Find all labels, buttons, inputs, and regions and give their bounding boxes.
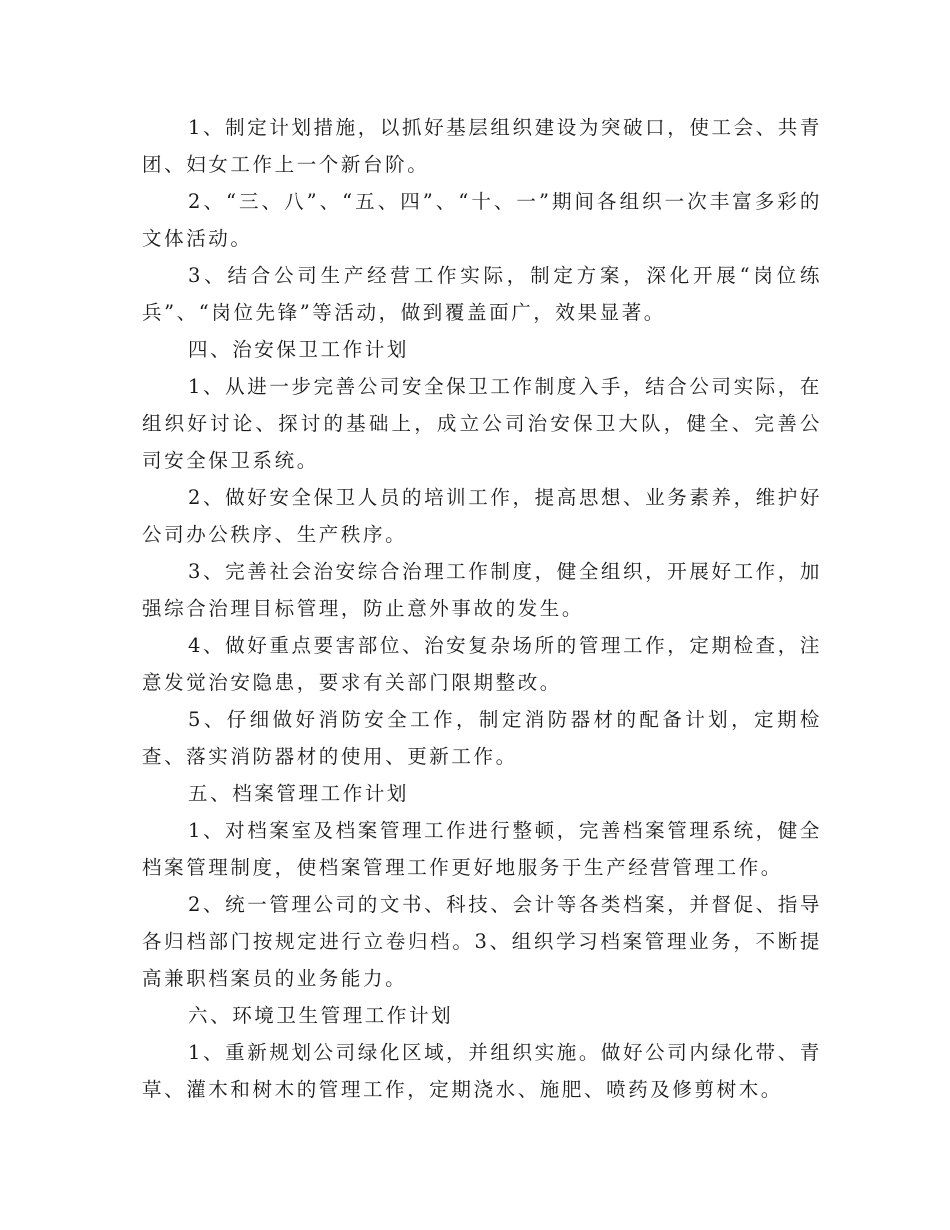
paragraph-7: 3、完善社会治安综合治理工作制度，健全组织，开展好工作，加强综合治理目标管理，防止意外事故的发生。 bbox=[142, 560, 822, 620]
paragraph-9: 5、仔细做好消防安全工作，制定消防器材的配备计划，定期检查、落实消防器材的使用、更新工作。 bbox=[142, 708, 822, 768]
paragraph-11: 1、对档案室及档案管理工作进行整顿，完善档案管理系统，健全档案管理制度，使档案管理工作更好地服务于生产经营管理工作。 bbox=[142, 819, 822, 879]
section-heading-environment: 六、环境卫生管理工作计划 bbox=[188, 1004, 454, 1027]
section-heading-security: 四、治安保卫工作计划 bbox=[188, 338, 410, 361]
paragraph-8: 4、做好重点要害部位、治安复杂场所的管理工作，定期检查，注意发觉治安隐患，要求有关部门限期整改。 bbox=[142, 634, 822, 694]
paragraph-5: 1、从进一步完善公司安全保卫工作制度入手，结合公司实际，在组织好讨论、探讨的基础上，成立公司治安保卫大队，健全、完善公司安全保卫系统。 bbox=[142, 375, 822, 472]
document-body bbox=[142, 109, 822, 1108]
paragraph-3: 3、结合公司生产经营工作实际，制定方案，深化开展“岗位练兵”、“岗位先锋”等活动，做到覆盖面广，效果显著。 bbox=[142, 264, 822, 324]
paragraph-6: 2、做好安全保卫人员的培训工作，提高思想、业务素养，维护好公司办公秩序、生产秩序。 bbox=[142, 486, 822, 546]
paragraph-12: 2、统一管理公司的文书、科技、会计等各类档案，并督促、指导各归档部门按规定进行立卷归档。3、组织学习档案管理业务，不断提高兼职档案员的业务能力。 bbox=[142, 893, 822, 990]
paragraph-14: 1、重新规划公司绿化区域，并组织实施。做好公司内绿化带、青草、灌木和树木的管理工作，定期浇水、施肥、喷药及修剪树木。 bbox=[142, 1041, 822, 1101]
paragraph-1: 1、制定计划措施，以抓好基层组织建设为突破口，使工会、共青团、妇女工作上一个新台阶。 bbox=[142, 116, 822, 176]
section-heading-archives: 五、档案管理工作计划 bbox=[188, 782, 410, 805]
paragraph-2: 2、“三、八”、“五、四”、“十、一”期间各组织一次丰富多彩的文体活动。 bbox=[142, 190, 822, 250]
